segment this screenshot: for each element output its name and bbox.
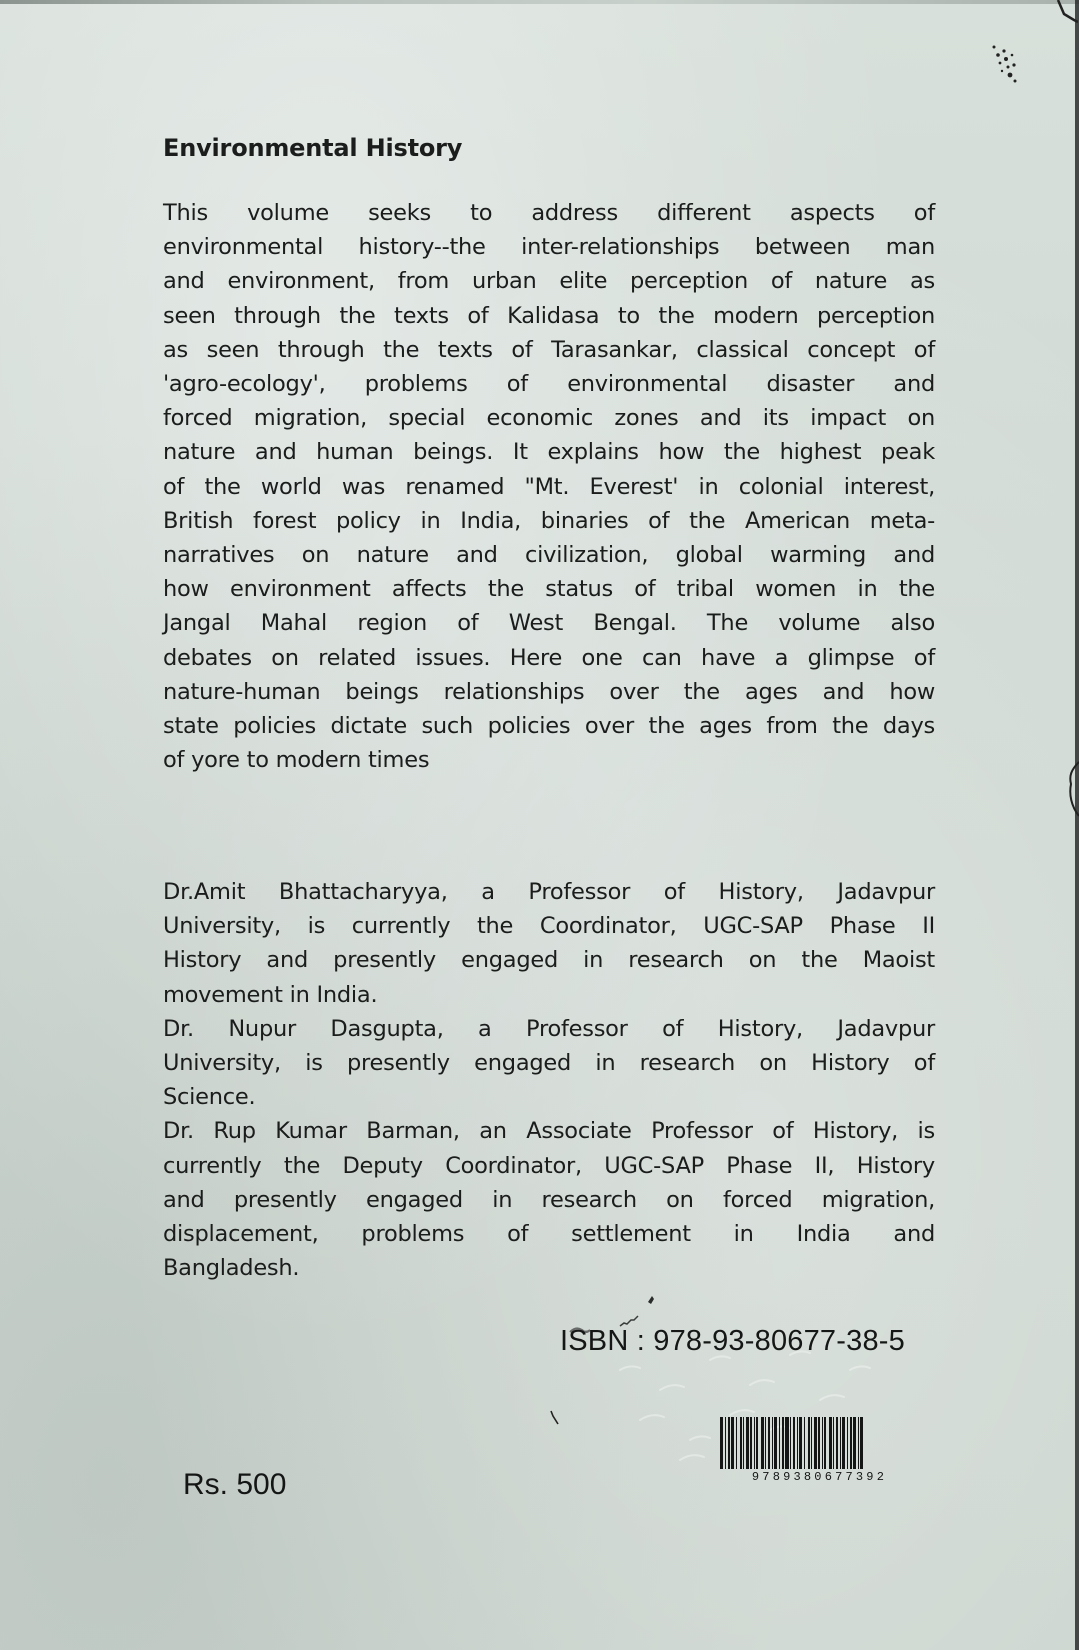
description-line: as seen through the texts of Tarasankar, classical concept of [163, 336, 935, 363]
isbn-label: ISBN : 978-93-80677-38-5 [560, 1325, 905, 1357]
description-line: debates on related issues. Here one can have a glimpse of [163, 644, 935, 671]
description-line: of yore to modern times [163, 747, 430, 774]
description-line: forced migration, special economic zones and its impact on [163, 405, 935, 432]
bio-line: movement in India. [163, 981, 378, 1008]
bio-line: Bangladesh. [163, 1255, 300, 1282]
description-line: seen through the texts of Kalidasa to the modern perception [163, 302, 935, 329]
description-line: and environment, from urban elite perception of nature as [163, 268, 935, 295]
price-label: Rs. 500 [183, 1468, 287, 1501]
bio-line: Dr.Amit Bhattacharyya, a Professor of History, Jadavpur [163, 879, 935, 905]
description-line: of the world was renamed "Mt. Everest' in colonial interest, [163, 473, 935, 500]
bio-line: Science. [163, 1084, 256, 1111]
stray-mark [550, 1410, 560, 1426]
torn-corner-mark [1028, 0, 1078, 30]
bio-line: University, is presently engaged in research on History of [163, 1050, 935, 1077]
description-line: This volume seeks to address different aspects of [163, 200, 935, 226]
barcode-number: 9789380677392 [751, 1470, 888, 1484]
book-description [163, 196, 935, 777]
bio-line: University, is currently the Coordinator, UGC-SAP Phase II [163, 913, 935, 940]
description-line: 'agro-ecology', problems of environmental disaster and [163, 371, 935, 398]
author-bios [163, 875, 935, 1285]
bio-line: Dr. Rup Kumar Barman, an Associate Professor of History, is [163, 1118, 935, 1145]
book-title: Environmental History [163, 134, 463, 162]
cover-right-edge [1075, 0, 1079, 1650]
description-line: environmental history--the inter-relationships between man [163, 234, 935, 261]
bio-line: History and presently engaged in research on the Maoist [163, 947, 935, 974]
description-line: state policies dictate such policies over the ages from the days [163, 713, 935, 740]
bio-line: displacement, problems of settlement in India and [163, 1221, 935, 1248]
description-line: Jangal Mahal region of West Bengal. The volume also [163, 610, 935, 637]
ink-speckle-stain [990, 35, 1018, 95]
description-line: British forest policy in India, binaries of the American meta- [163, 507, 935, 534]
cover-top-edge [0, 0, 1079, 4]
edge-curl-mark [1065, 760, 1079, 820]
description-line: nature and human beings. It explains how the highest peak [163, 439, 935, 466]
bio-line: Dr. Nupur Dasgupta, a Professor of History, Jadavpur [163, 1015, 935, 1042]
description-line: narratives on nature and civilization, global warming and [163, 542, 935, 569]
barcode-bars [720, 1417, 919, 1469]
barcode [720, 1417, 919, 1497]
bio-line: and presently engaged in research on forced migration, [163, 1186, 935, 1213]
description-line: how environment affects the status of tribal women in the [163, 576, 935, 603]
description-line: nature-human beings relationships over the ages and how [163, 678, 935, 705]
bio-line: currently the Deputy Coordinator, UGC-SAP Phase II, History [163, 1152, 935, 1179]
